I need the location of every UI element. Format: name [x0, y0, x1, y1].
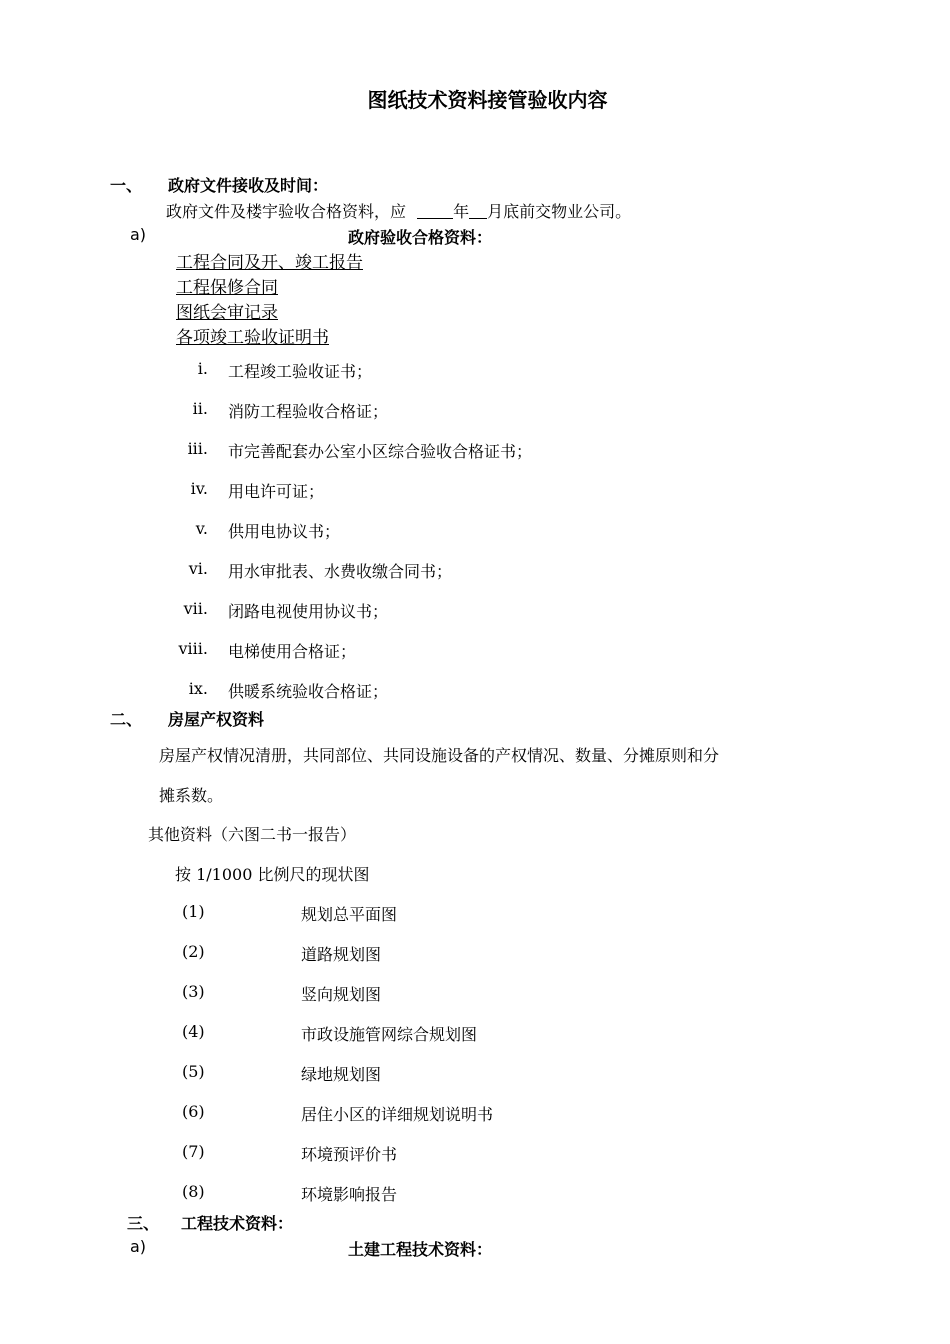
roman-number: ix.	[188, 679, 208, 698]
section-2-number: 二、	[110, 710, 143, 729]
sub-a-title: 政府验收合格资料：	[348, 228, 493, 247]
other-materials: 其他资料（六图二书一报告）	[148, 825, 357, 844]
item-text: 道路规划图	[301, 945, 382, 964]
body-month: 月底前交物业公司。	[487, 202, 632, 221]
property-para-line-1: 房屋产权情况清册，共同部位、共同设施设备的产权情况、数量、分摊原则和分	[159, 746, 720, 765]
item-text: 市政设施管网综合规划图	[301, 1025, 478, 1044]
item-number: (4)	[182, 1022, 205, 1041]
roman-number: iv.	[190, 479, 208, 498]
item-text: 绿地规划图	[301, 1065, 382, 1084]
section-3-sub-a-title: 土建工程技术资料：	[348, 1240, 493, 1259]
section-1-heading: 政府文件接收及时间：	[168, 176, 329, 195]
year-blank	[417, 204, 453, 219]
roman-number: i.	[197, 359, 208, 378]
roman-number: viii.	[178, 639, 208, 658]
roman-number: vii.	[183, 599, 208, 618]
section-3-heading: 工程技术资料：	[181, 1214, 294, 1233]
month-blank	[469, 204, 487, 219]
item-text: 环境影响报告	[301, 1185, 398, 1204]
item-text: 竖向规划图	[301, 985, 382, 1004]
underlined-item: 图纸会审记录	[176, 303, 278, 323]
property-para-line-2: 摊系数。	[159, 786, 224, 805]
roman-text: 闭路电视使用协议书；	[228, 602, 389, 621]
item-text: 居住小区的详细规划说明书	[301, 1105, 494, 1124]
item-number: (3)	[182, 982, 205, 1001]
roman-text: 供暖系统验收合格证；	[228, 682, 389, 701]
item-text: 规划总平面图	[301, 905, 398, 924]
section-1-number: 一、	[110, 176, 143, 195]
section-1-body	[166, 199, 631, 222]
item-number: (8)	[182, 1182, 205, 1201]
body-year: 年	[453, 202, 470, 221]
roman-text: 电梯使用合格证；	[228, 642, 357, 661]
underlined-item: 工程合同及开、竣工报告	[176, 253, 363, 273]
roman-text: 工程竣工验收证书；	[228, 362, 373, 381]
item-number: (2)	[182, 942, 205, 961]
roman-number: v.	[195, 519, 208, 538]
document-title: 图纸技术资料接管验收内容	[367, 88, 608, 112]
roman-number: ii.	[192, 399, 208, 418]
roman-text: 供用电协议书；	[228, 522, 341, 541]
section-3-number: 三、	[127, 1214, 160, 1233]
underlined-item: 工程保修合同	[176, 278, 278, 298]
item-number: (7)	[182, 1142, 205, 1161]
item-number: (6)	[182, 1102, 205, 1121]
body-prefix: 政府文件及楼宇验收合格资料，应	[166, 202, 407, 221]
roman-text: 市完善配套办公室小区综合验收合格证书；	[228, 442, 533, 461]
sub-a-label: a)	[130, 225, 147, 244]
item-number: (5)	[182, 1062, 205, 1081]
section-2-heading: 房屋产权资料	[168, 710, 265, 729]
item-text: 环境预评价书	[301, 1145, 398, 1164]
item-number: (1)	[182, 902, 205, 921]
roman-text: 消防工程验收合格证；	[228, 402, 389, 421]
underlined-item: 各项竣工验收证明书	[176, 328, 329, 348]
section-3-sub-a-label: a)	[130, 1237, 147, 1256]
roman-text: 用电许可证；	[228, 482, 325, 501]
scale-line: 按 1/1000 比例尺的现状图	[175, 865, 370, 884]
roman-number: iii.	[187, 439, 208, 458]
roman-text: 用水审批表、水费收缴合同书；	[228, 562, 453, 581]
roman-number: vi.	[188, 559, 208, 578]
